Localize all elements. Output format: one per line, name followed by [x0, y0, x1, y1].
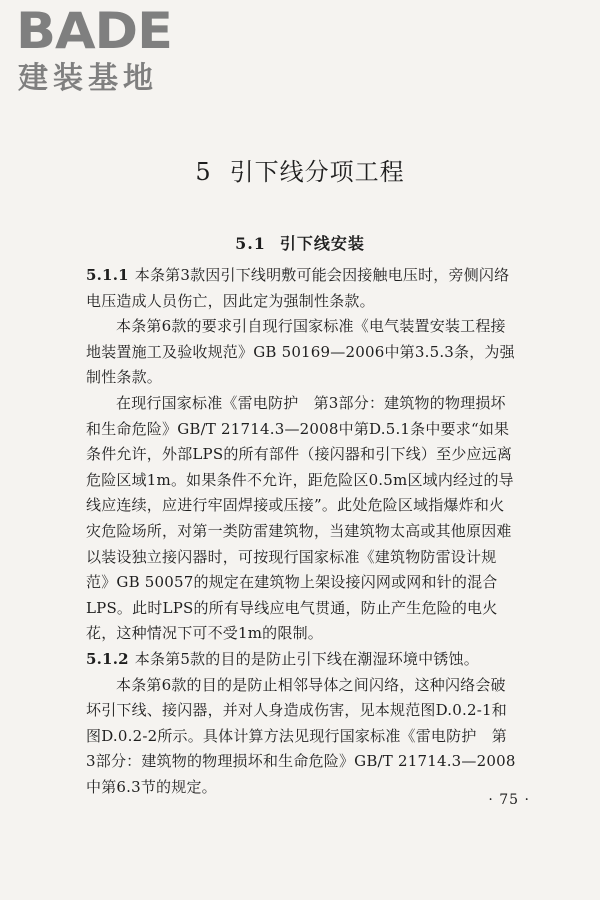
- clause-5-1-1-paragraph-1: [86, 263, 516, 314]
- watermark-logo: [16, 2, 176, 98]
- clause-5-1-1-paragraph-3: 在现行国家标准《雷电防护 第3部分：建筑物的物理损坏和生命危险》GB/T 21714.3—2008中第D.5.1条中要求“如果条件允许，外部LPS的所有部件（接闪器和引下线）至少应远离危险区域1m。如果条件不允许，距危险区0.5m区域内经过的导线应连续，应进行牢固焊接或压接”。此处危险区域指爆炸和火灾危险场所，对第一类防雷建筑物，当建筑物太高或其他原因难以装设独立接闪器时，可按现行国家标准《建筑物防雷设计规范》GB 50057的规定在建筑物上架设接闪网或网和针的混合LPS。此时LPS的所有导线应电气贯通，防止产生危险的电火花，这种情况下可不受1m的限制。: [86, 393, 514, 643]
- section-title: [0, 234, 600, 253]
- clause-number: 5.1.1: [86, 266, 129, 284]
- clause-text: 本条第5款的目的是防止引下线在潮湿环境中锈蚀。: [134, 649, 479, 668]
- chapter-number: 5: [195, 158, 212, 186]
- clause-text: 本条第3款因引下线明敷可能会因接触电压时，旁侧闪络电压造成人员伤亡，因此定为强制性条款。: [86, 266, 510, 310]
- section-heading: 引下线安装: [279, 234, 365, 253]
- clause-5-1-2-paragraph-2: 本条第6款的目的是防止相邻导体之间闪络，这种闪络会破坏引下线、接闪器，并对人身造成伤害，见本规范图D.0.2-1和图D.0.2-2所示。具体计算方法见现行国家标准《雷电防护 第3部分：建筑物的物理损坏和生命危险》GB/T 21714.3—2008中第6.3节的规定。: [86, 675, 516, 796]
- logo-brand-text: BADE: [16, 2, 172, 60]
- logo-subtitle-text: 建装基地: [18, 61, 158, 96]
- body-content: [86, 263, 516, 800]
- section-number: 5.1: [235, 234, 266, 253]
- clause-5-1-1-paragraph-2: 本条第6款的要求引自现行国家标准《电气装置安装工程接地装置施工及验收规范》GB 50169—2006中第3.5.3条，为强制性条款。: [86, 317, 515, 387]
- clause-number: 5.1.2: [86, 649, 129, 668]
- chapter-title: [0, 158, 600, 187]
- page-number: · 75 ·: [488, 792, 530, 808]
- chapter-heading: 引下线分项工程: [229, 158, 405, 186]
- clause-5-1-2-paragraph-1: [86, 647, 516, 673]
